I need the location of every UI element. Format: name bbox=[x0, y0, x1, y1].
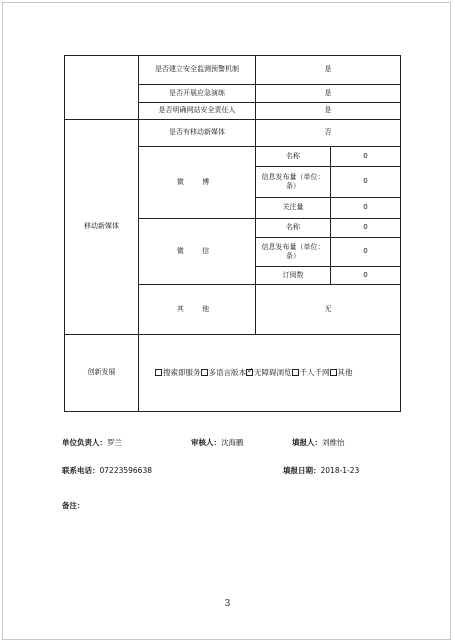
weibo-posts-label: 信息发布量（单位：条） bbox=[256, 167, 331, 198]
monitoring-mechanism-label: 是否建立安全监测预警机制 bbox=[139, 56, 256, 85]
filler-label: 填报人： bbox=[292, 438, 322, 447]
weibo-followers-label: 关注量 bbox=[256, 198, 331, 219]
emergency-drill-label: 是否开展应急演练 bbox=[139, 85, 256, 103]
emergency-drill-value: 是 bbox=[256, 85, 401, 103]
blank-cell bbox=[65, 56, 139, 120]
security-officer-label: 是否明确网站安全责任人 bbox=[139, 103, 256, 120]
fill-date bbox=[283, 465, 359, 476]
wechat-name-value: 0 bbox=[331, 219, 401, 238]
security-officer-value: 是 bbox=[256, 103, 401, 120]
checkbox-icon[interactable] bbox=[155, 369, 162, 376]
wechat-posts-label: 信息发布量（单位：条） bbox=[256, 238, 331, 267]
checkbox-icon[interactable] bbox=[292, 369, 299, 376]
wechat-subscribers-label: 订阅数 bbox=[256, 267, 331, 285]
date-label: 填报日期： bbox=[283, 466, 321, 475]
unit-head bbox=[62, 437, 122, 448]
innovation-options bbox=[139, 335, 401, 412]
wechat-posts-value: 0 bbox=[331, 238, 401, 267]
reviewer-value: 沈海鹏 bbox=[221, 438, 244, 447]
report-table bbox=[64, 55, 401, 412]
innovation-option[interactable]: 千人千网 bbox=[292, 368, 330, 377]
innovation-label: 创新发展 bbox=[65, 335, 139, 412]
unit-head-label: 单位负责人： bbox=[62, 438, 107, 447]
reviewer bbox=[191, 437, 244, 448]
weibo-followers-value: 0 bbox=[331, 198, 401, 219]
weibo-name-label: 名称 bbox=[256, 147, 331, 167]
phone-value: 07223596638 bbox=[99, 466, 152, 475]
other-media-label: 其 他 bbox=[139, 285, 256, 335]
innovation-option[interactable]: ✓ 无障碍浏览 bbox=[246, 368, 292, 377]
remark-label: 备注： bbox=[62, 501, 85, 510]
remark bbox=[62, 500, 85, 511]
weibo-name-value: 0 bbox=[331, 147, 401, 167]
page-number: 3 bbox=[224, 599, 231, 609]
weibo-posts-value: 0 bbox=[331, 167, 401, 198]
wechat-name-label: 名称 bbox=[256, 219, 331, 238]
other-media-value: 无 bbox=[256, 285, 401, 335]
filler bbox=[292, 437, 345, 448]
wechat-subscribers-value: 0 bbox=[331, 267, 401, 285]
checkbox-icon[interactable] bbox=[330, 369, 337, 376]
has-mobile-media-value: 否 bbox=[256, 120, 401, 147]
reviewer-label: 审核人： bbox=[191, 438, 221, 447]
innovation-option[interactable]: 搜索即服务 bbox=[155, 368, 201, 377]
unit-head-value: 罗兰 bbox=[107, 438, 122, 447]
date-value: 2018-1-23 bbox=[320, 466, 360, 475]
checkbox-icon[interactable] bbox=[201, 369, 208, 376]
weibo-label: 微 博 bbox=[139, 147, 256, 219]
wechat-label: 微 信 bbox=[139, 219, 256, 285]
monitoring-mechanism-value: 是 bbox=[256, 56, 401, 85]
mobile-media-section-label: 移动新媒体 bbox=[65, 120, 139, 335]
filler-value: 刘维怡 bbox=[322, 438, 345, 447]
phone-label: 联系电话： bbox=[62, 466, 100, 475]
innovation-option[interactable]: 多语言版本 bbox=[201, 368, 247, 377]
contact-phone bbox=[62, 465, 152, 476]
has-mobile-media-label: 是否有移动新媒体 bbox=[139, 120, 256, 147]
innovation-option[interactable]: 其他 bbox=[330, 368, 353, 377]
checkbox-checked-icon[interactable] bbox=[246, 369, 253, 376]
